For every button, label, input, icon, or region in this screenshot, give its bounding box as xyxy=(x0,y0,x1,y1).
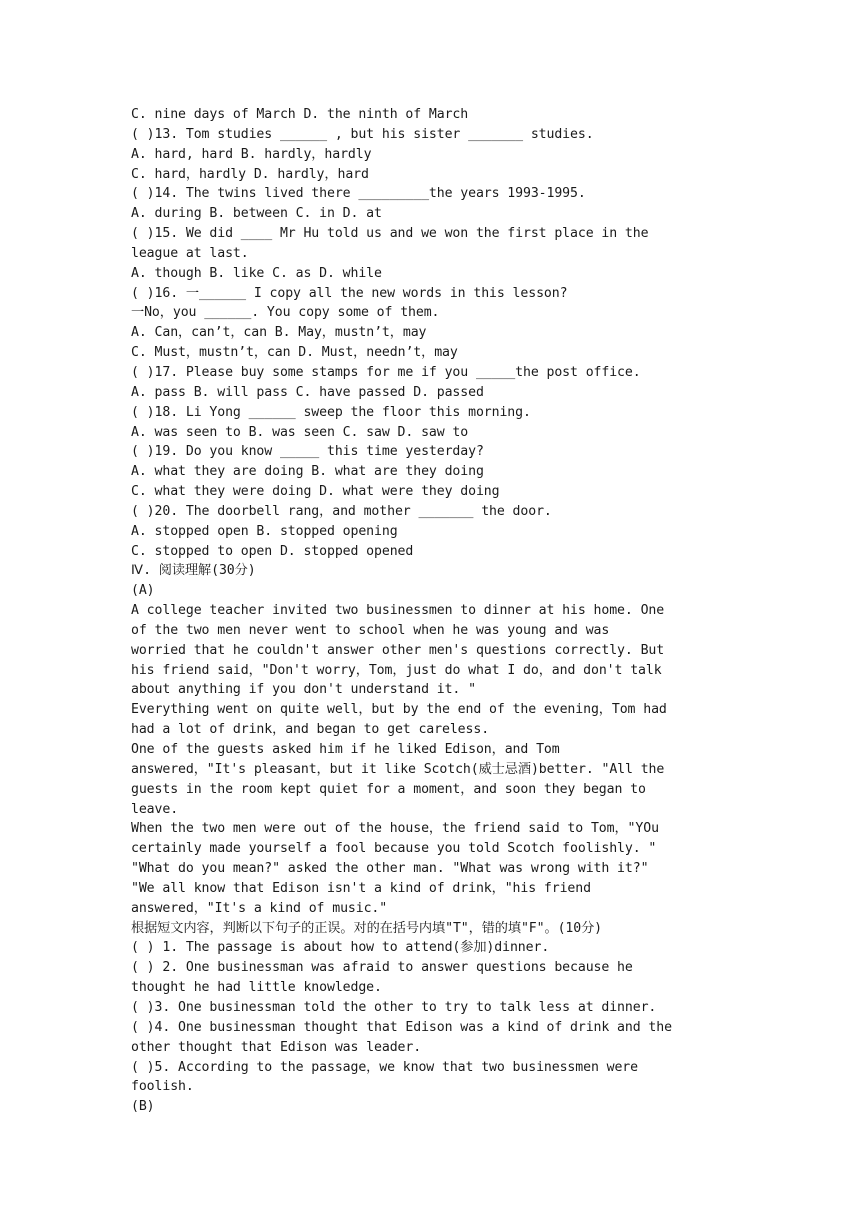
answer-options-q16-cd: C. Must，mustn’t，can D. Must，needn’t，may xyxy=(131,345,458,361)
passage-line: worried that he couldn't answer other men's questions correctly. But xyxy=(131,642,665,658)
question-19: ( )19. Do you know _____ this time yesterday? xyxy=(131,444,484,460)
passage-line: When the two men were out of the house，the friend said to Tom，"YOu xyxy=(131,821,659,837)
passage-line: One of the guests asked him if he liked Edison，and Tom xyxy=(131,742,560,757)
passage-line: A college teacher invited two businessmen to dinner at his home. One xyxy=(131,603,665,619)
tf-question-4: ( )4. One businessman thought that Edison was a kind of drink and the xyxy=(131,1019,672,1035)
answer-options-q18: A. was seen to B. was seen C. saw D. saw to xyxy=(131,424,469,440)
passage-line: about anything if you don't understand it. " xyxy=(131,682,476,698)
question-18: ( )18. Li Yong ______ sweep the floor this morning. xyxy=(131,404,531,420)
passage-line: answered，"It's pleasant，but it like Scotch(威士忌酒)better. "All the xyxy=(131,761,665,777)
tf-question-5: ( )5. According to the passage，we know that two businessmen were xyxy=(131,1059,638,1075)
passage-a-label: (A) xyxy=(131,583,155,599)
section-heading-reading: Ⅳ. 阅读理解(30分) xyxy=(131,563,256,579)
question-16: ( )16. 一______ I copy all the new words in this lesson? xyxy=(131,285,568,301)
answer-options-q12-cd: C. nine days of March D. the ninth of March xyxy=(131,107,469,122)
question-17: ( )17. Please buy some stamps for me if you _____the post office. xyxy=(131,364,641,380)
question-13: ( )13. Tom studies ______ , but his sister _______ studies. xyxy=(131,126,594,142)
passage-b-label: (B) xyxy=(131,1099,155,1115)
question-14: ( )14. The twins lived there _________the years 1993-1995. xyxy=(131,186,586,202)
question-15-continued: league at last. xyxy=(131,245,249,261)
passage-line: had a lot of drink，and began to get careless. xyxy=(131,722,490,738)
answer-options-q16-ab: A. Can，can’t，can B. May，mustn’t，may xyxy=(131,325,427,341)
question-20: ( )20. The doorbell rang，and mother _______ the door. xyxy=(131,503,552,519)
tf-question-1: ( ) 1. The passage is about how to attend(参加)dinner. xyxy=(131,940,550,956)
answer-options-q17: A. pass B. will pass C. have passed D. passed xyxy=(131,384,484,400)
passage-line: answered，"It's a kind of music." xyxy=(131,900,388,916)
true-false-instructions: 根据短文内容，判断以下句子的正误。对的在括号内填"T"，错的填"F"。(10分) xyxy=(131,920,603,936)
tf-question-4-continued: other thought that Edison was leader. xyxy=(131,1039,422,1055)
question-15: ( )15. We did ____ Mr Hu told us and we won the first place in the xyxy=(131,226,649,242)
answer-options-q13-ab: A. hard, hard B. hardly，hardly xyxy=(131,146,372,162)
answer-options-q19-ab: A. what they are doing B. what are they doing xyxy=(131,464,484,480)
answer-options-q20-cd: C. stopped to open D. stopped opened xyxy=(131,543,414,559)
passage-line: "What do you mean?" asked the other man. "What was wrong with it?" xyxy=(131,861,649,877)
passage-line: of the two men never went to school when he was young and was xyxy=(131,622,610,638)
question-16-response: 一No，you ______. You copy some of them. xyxy=(131,305,440,321)
passage-line: his friend said，"Don't worry，Tom，just do what I do，and don't talk xyxy=(131,662,662,678)
tf-question-2-continued: thought he had little knowledge. xyxy=(131,980,382,996)
passage-line: guests in the room kept quiet for a moment，and soon they began to xyxy=(131,781,646,797)
passage-line: certainly made yourself a fool because you told Scotch foolishly. " xyxy=(131,841,657,857)
answer-options-q19-cd: C. what they were doing D. what were they doing xyxy=(131,484,500,500)
passage-line: "We all know that Edison isn't a kind of drink，"his friend xyxy=(131,880,591,896)
tf-question-2: ( ) 2. One businessman was afraid to answer questions because he xyxy=(131,960,633,976)
passage-line: Everything went on quite well，but by the end of the evening，Tom had xyxy=(131,702,667,718)
passage-line: leave. xyxy=(131,801,179,817)
tf-question-3: ( )3. One businessman told the other to try to talk less at dinner. xyxy=(131,999,657,1015)
answer-options-q14: A. during B. between C. in D. at xyxy=(131,206,382,222)
answer-options-q20-ab: A. stopped open B. stopped opening xyxy=(131,523,398,539)
answer-options-q13-cd: C. hard，hardly D. hardly，hard xyxy=(131,166,369,182)
answer-options-q15: A. though B. like C. as D. while xyxy=(131,265,382,281)
tf-question-5-continued: foolish. xyxy=(131,1079,194,1095)
document-page xyxy=(131,105,691,1117)
